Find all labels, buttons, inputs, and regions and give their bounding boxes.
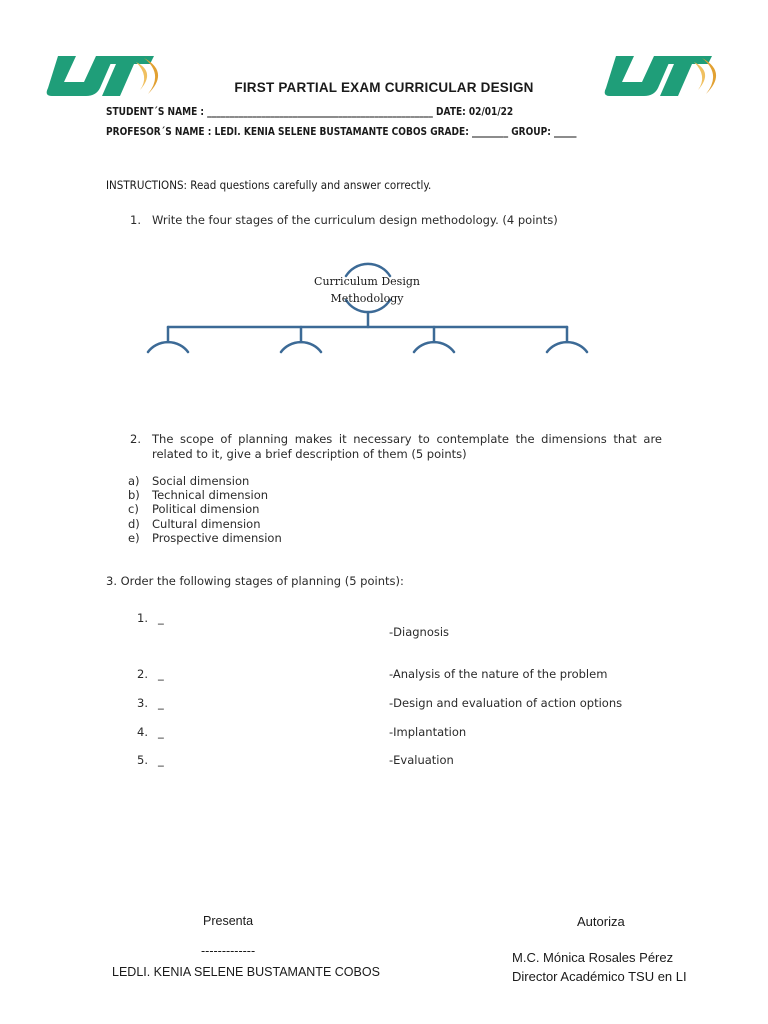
stage-answer-blank: _ [158,725,164,739]
question-1-number: 1. [130,213,141,227]
diagram-stage-2-bracket [281,342,321,352]
student-name-line: STUDENT´S NAME : __________________________________________________ DATE: 02/01/22 [106,106,514,118]
stage-label: -Implantation [389,725,467,739]
autoriza-heading: Autoriza [577,914,625,929]
stage-number: 5. [137,753,148,767]
stage-answer-blank: _ [158,611,164,625]
question-3-text: 3. Order the following stages of planning (5 points): [106,574,404,588]
stage-number: 1. [137,611,148,625]
list-item: d) Cultural dimension [128,516,261,531]
list-item: a) Social dimension [128,474,250,488]
signature-line: ------------- [201,944,256,958]
stage-label: -Analysis of the nature of the problem [389,667,608,681]
professor-name-line: PROFESOR´S NAME : LEDI. KENIA SELENE BUSTAMANTE COBOS GRADE: ________ GROUP: _____ [106,126,577,138]
question-2-number: 2. [130,432,141,446]
question-1-text: Write the four stages of the curriculum design methodology. (4 points) [152,213,558,227]
list-item: b) Technical dimension [128,488,269,503]
dimension-list [128,474,282,545]
stage-number: 2. [137,667,148,681]
stage-label: -Diagnosis [389,625,450,639]
stage-number: 3. [137,696,148,710]
stage-label: -Design and evaluation of action options [389,696,623,710]
diagram-stage-1-bracket [148,342,188,352]
diagram-stage-3-bracket [414,342,454,352]
stage-answer-blank: _ [158,667,164,681]
authorizer-name: M.C. Mónica Rosales Pérez [512,950,674,965]
stage-answer-blank: _ [158,753,164,767]
diagram-title: Curriculum Design Methodology [314,275,420,305]
question-2-text: The scope of planning makes it necessary to contemplate the dimensions that are related to it, give a brief description of them (5 points) [152,432,662,461]
list-item: c) Political dimension [128,502,260,517]
stage-label: -Evaluation [389,753,454,767]
exam-title: FIRST PARTIAL EXAM CURRICULAR DESIGN [234,80,534,95]
stage-answer-blank: _ [158,696,164,710]
presenta-heading: Presenta [203,914,254,928]
presenter-name: LEDLI. KENIA SELENE BUSTAMANTE COBOS [112,965,380,979]
instructions: INSTRUCTIONS: Read questions carefully and answer correctly. [106,178,432,192]
diagram-stage-4-bracket [547,342,587,352]
list-item: e) Prospective dimension [128,530,282,545]
authorizer-title: Director Académico TSU en LI [512,969,687,984]
stage-number: 4. [137,725,148,739]
